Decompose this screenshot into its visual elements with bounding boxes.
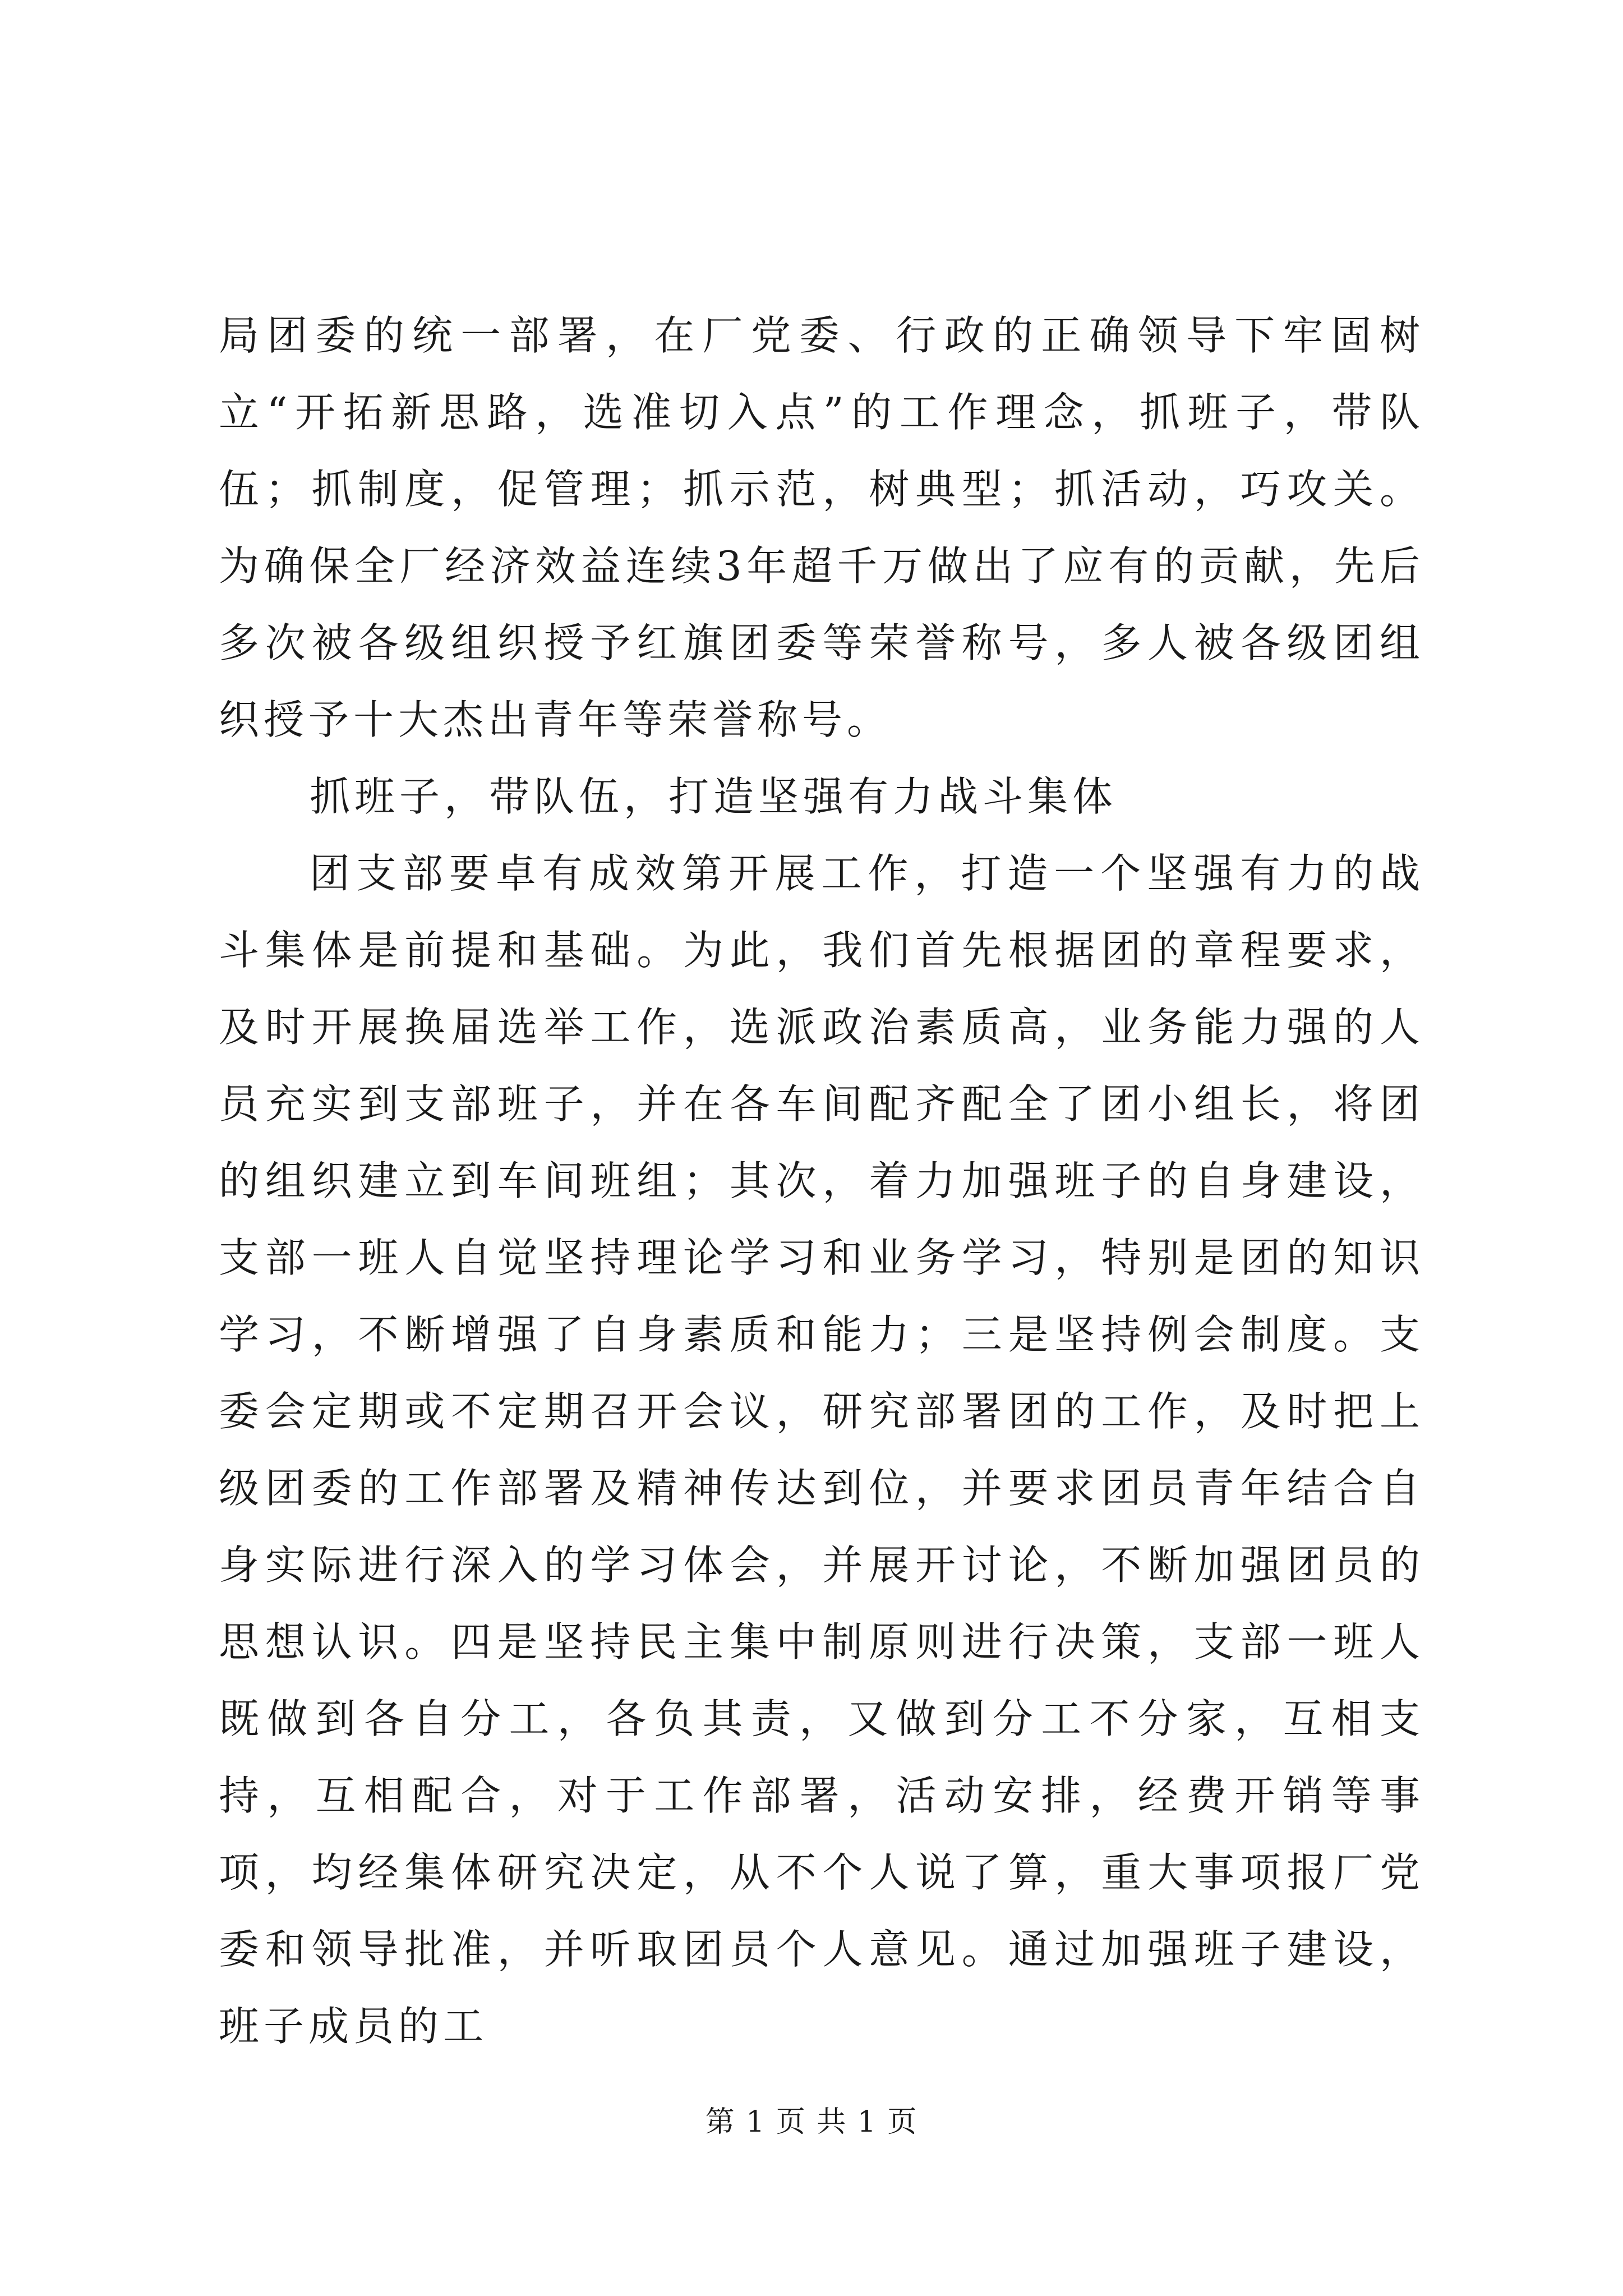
page-footer: 第 1 页 共 1 页	[705, 2105, 918, 2139]
section-heading: 抓班子，带队伍，打造坚强有力战斗集体	[310, 773, 1118, 820]
body-paragraph-continued: 局团委的统一部署，在厂党委、行政的正确领导下牢固树立“开拓新思路，选准切入点”的工作理念，抓班子，带队伍；抓制度，促管理；抓示范，树典型；抓活动，巧攻关。为确保全厂经济效益连续3年超千万做出了应有的贡献，先后多次被各级组织授予红旗团委等荣誉称号，多人被各级团组织授予十大杰出青年等荣誉称号。	[219, 312, 1424, 743]
body-paragraph: 团支部要卓有成效第开展工作，打造一个坚强有力的战斗集体是前提和基础。为此，我们首先根据团的章程要求，及时开展换届选举工作，选派政治素质高，业务能力强的人员充实到支部班子，并在各车间配齐配全了团小组长，将团的组织建立到车间班组；其次，着力加强班子的自身建设，支部一班人自觉坚持理论学习和业务学习，特别是团的知识学习，不断增强了自身素质和能力；三是坚持例会制度。支委会定期或不定期召开会议，研究部署团的工作，及时把上级团委的工作部署及精神传达到位，并要求团员青年结合自身实际进行深入的学习体会，并展开讨论，不断加强团员的思想认识。四是坚持民主集中制原则进行决策，支部一班人既做到各自分工，各负其责，又做到分工不分家，互相支持，互相配合，对于工作部署，活动安排，经费开销等事项，均经集体研究决定，从不个人说了算，重大事项报厂党委和领导批准，并听取团员个人意见。通过加强班子建设，班子成员的工	[219, 850, 1424, 2050]
document-body	[219, 297, 1424, 2065]
